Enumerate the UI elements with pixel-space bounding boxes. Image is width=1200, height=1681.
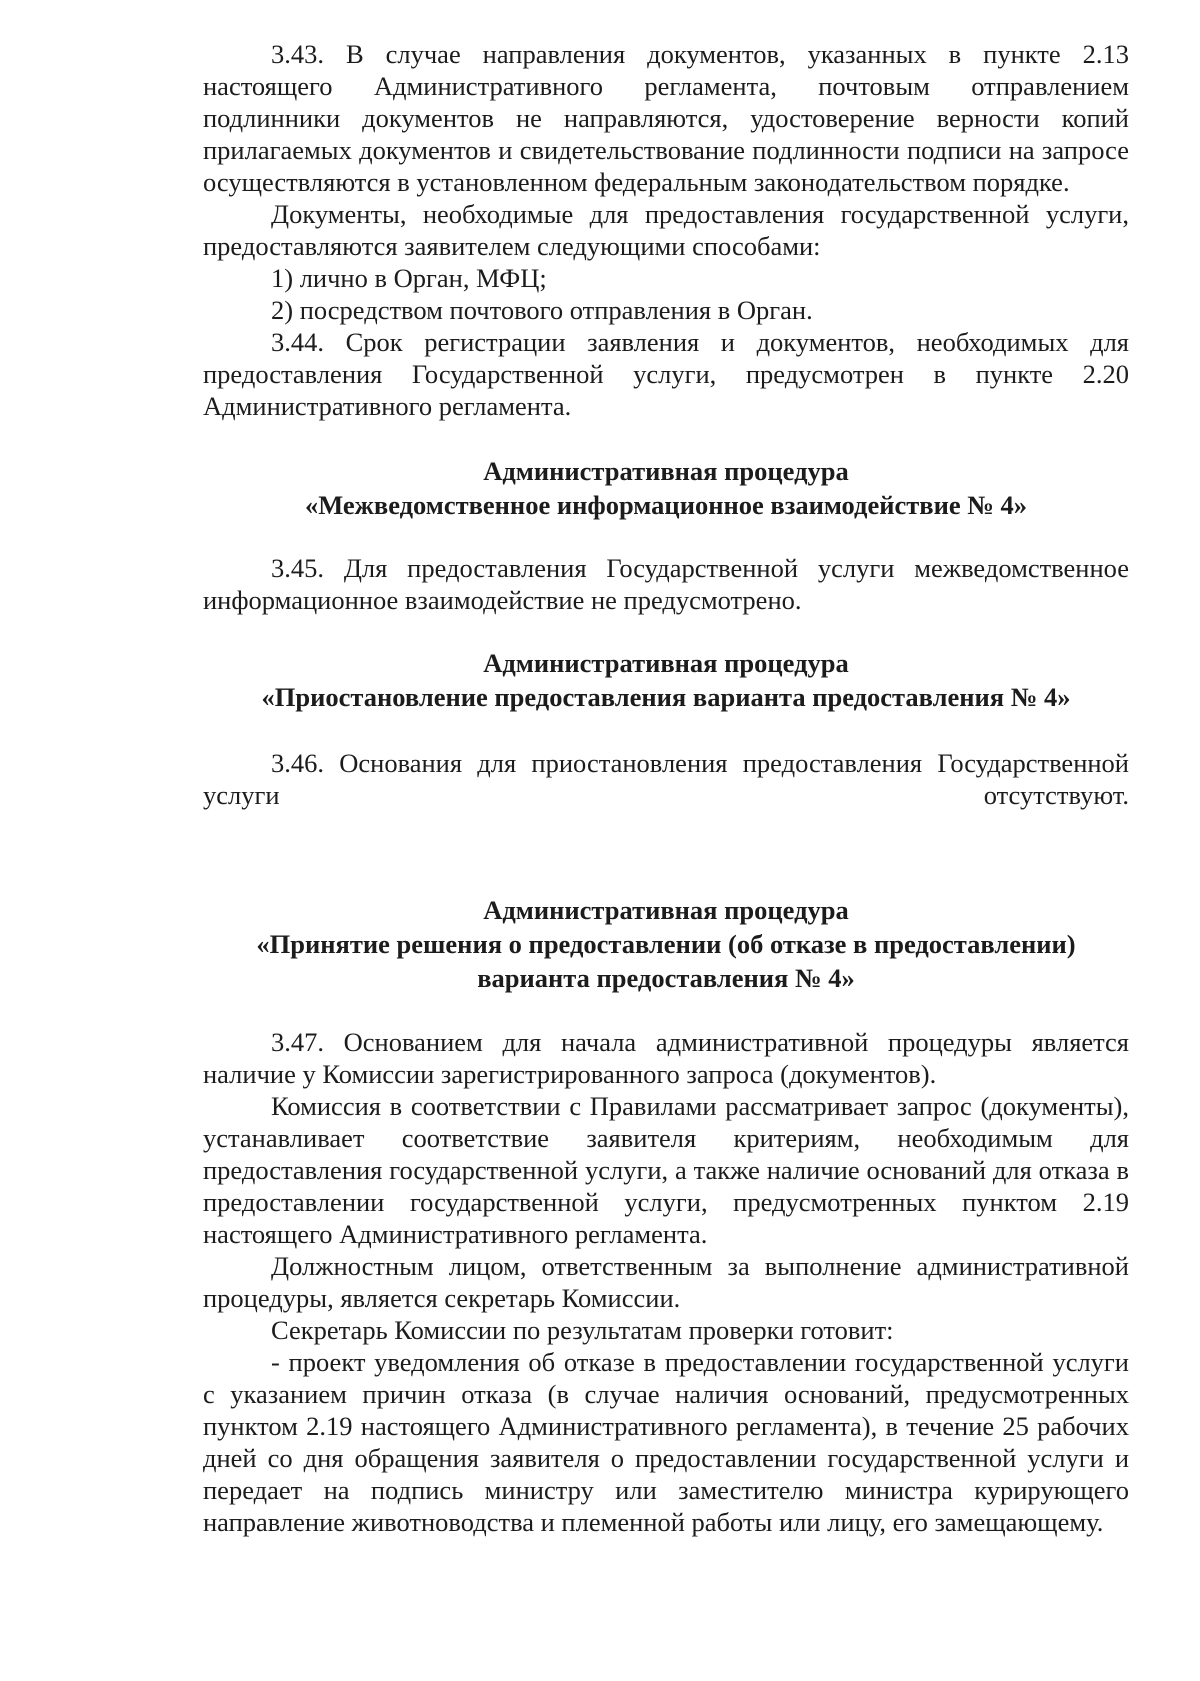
section-heading-suspension [203, 646, 1129, 714]
paragraph-3-44: 3.44. Срок регистрации заявления и документов, необходимых для предоставления Государственной услуги, предусмотрен в пункте 2.20 Административного регламента. [203, 327, 1129, 421]
document-page [203, 38, 1129, 1538]
section-heading-decision [203, 893, 1129, 995]
paragraph-documents-methods: Документы, необходимые для предоставления государственной услуги, предоставляются заявителем следующими способами: [203, 199, 1129, 261]
heading-line: Административная процедура [483, 648, 849, 678]
heading-line: «Принятие решения о предоставлении (об отказе в предоставлении) [256, 929, 1076, 959]
section-heading-interagency [203, 454, 1129, 522]
heading-line: «Приостановление предоставления варианта предоставления № 4» [261, 682, 1071, 712]
list-item-2: 2) посредством почтового отправления в Орган. [271, 295, 813, 325]
paragraph-3-46: 3.46. Основания для приостановления предоставления Государственной услуги отсутствуют. [203, 748, 1129, 810]
paragraph-notice-project: - проект уведомления об отказе в предоставлении государственной услуги с указанием причин отказа (в случае наличия оснований, предусмотренных пунктом 2.19 настоящего Административного регламента), в течение 25 рабочих дней со дня обращения заявителя о предоставлении государственной услуги и передает на подпись министру или заместителю министра курирующего направление животноводства и племенной работы или лицу, его замещающему. [203, 1347, 1129, 1537]
list-item-1: 1) лично в Орган, МФЦ; [271, 263, 547, 293]
heading-line: Административная процедура [483, 895, 849, 925]
paragraph-commission: Комиссия в соответствии с Правилами рассматривает запрос (документы), устанавливает соответствие заявителя критериям, необходимым для предоставления государственной услуги, а также наличие оснований для отказа в предоставлении государственной услуги, предусмотренных пунктом 2.19 настоящего Административного регламента. [203, 1091, 1129, 1249]
paragraph-3-47: 3.47. Основанием для начала административной процедуры является наличие у Комиссии зарегистрированного запроса (документов). [203, 1027, 1129, 1089]
heading-line: Административная процедура [483, 456, 849, 486]
heading-line: «Межведомственное информационное взаимодействие № 4» [305, 490, 1027, 520]
paragraph-3-45: 3.45. Для предоставления Государственной услуги межведомственное информационное взаимодействие не предусмотрено. [203, 553, 1129, 615]
heading-line: варианта предоставления № 4» [477, 963, 855, 993]
paragraph-secretary: Секретарь Комиссии по результатам проверки готовит: [271, 1315, 894, 1345]
paragraph-3-43: 3.43. В случае направления документов, указанных в пункте 2.13 настоящего Административного регламента, почтовым отправлением подлинники документов не направляются, удостоверение верности копий прилагаемых документов и свидетельствование подлинности подписи на запросе осуществляются в установленном федеральным законодательством порядке. [203, 39, 1129, 197]
paragraph-responsible-person: Должностным лицом, ответственным за выполнение административной процедуры, является секретарь Комиссии. [203, 1251, 1129, 1313]
